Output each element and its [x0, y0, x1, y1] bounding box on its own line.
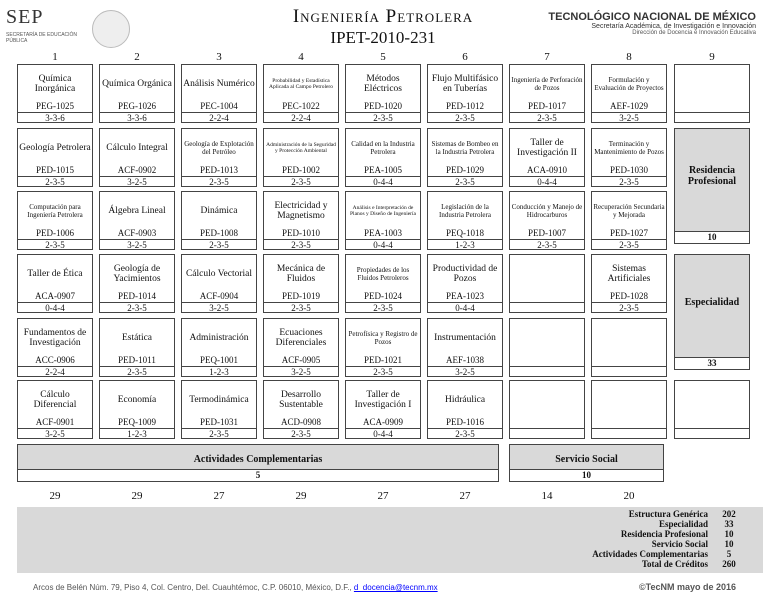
- course-code: PEA-1005: [364, 165, 402, 175]
- course-credits: 2-3-5: [510, 112, 584, 124]
- summary-label: Actividades Complementarias: [592, 549, 708, 559]
- course-credits: 2-3-5: [346, 302, 420, 314]
- course-code: PED-1007: [528, 228, 566, 238]
- semester-number: 1: [52, 51, 58, 63]
- course-name: Hidráulica: [444, 395, 486, 405]
- course-name: Geología de Yacimientos: [113, 264, 161, 284]
- course-code: AEF-1038: [446, 355, 484, 365]
- course-cell: [345, 191, 421, 250]
- summary-value: 5: [726, 549, 732, 559]
- course-code: PEG-1025: [36, 101, 74, 111]
- especialidad-box: [674, 254, 750, 370]
- course-cell: [509, 191, 585, 250]
- actividades-label: Actividades Complementarias: [193, 454, 323, 465]
- course-code: PEQ-1009: [118, 417, 156, 427]
- summary-value: 10: [724, 539, 734, 549]
- course-cell: [181, 254, 257, 313]
- course-credits: 2-3-5: [264, 176, 338, 188]
- column-total: 27: [459, 490, 471, 502]
- course-credits: 1-2-3: [100, 428, 174, 440]
- course-credits: 3-2-5: [264, 366, 338, 378]
- course-name: Métodos Eléctricos: [364, 74, 402, 94]
- course-code: ACF-0901: [35, 417, 75, 427]
- course-name: Geología Petrolera: [19, 143, 91, 153]
- course-cell: [263, 191, 339, 250]
- course-code: PED-1024: [364, 291, 402, 301]
- course-code: PED-1021: [364, 355, 402, 365]
- course-cell: [17, 64, 93, 123]
- column-total: 27: [377, 490, 389, 502]
- empty-cell: [509, 380, 585, 439]
- course-code: ACF-0902: [117, 165, 157, 175]
- course-name: Cálculo Diferencial: [33, 390, 77, 410]
- course-code: PEG-1026: [118, 101, 156, 111]
- course-name: Sistemas de Bombeo en la Industria Petrolera: [431, 140, 499, 156]
- course-credits: 0-4-4: [346, 239, 420, 251]
- course-code: PEC-1022: [282, 101, 320, 111]
- course-name: Fundamentos de Investigación: [23, 328, 87, 348]
- course-cell: [181, 64, 257, 123]
- course-code: PED-1014: [118, 291, 156, 301]
- course-credits: 2-3-5: [100, 302, 174, 314]
- semester-number: 2: [134, 51, 140, 63]
- course-name: Desarrollo Sustentable: [279, 390, 323, 410]
- course-code: PED-1012: [446, 101, 484, 111]
- course-name: Álgebra Lineal: [108, 206, 166, 216]
- course-credits: 2-2-4: [18, 366, 92, 378]
- column-total: 14: [541, 490, 553, 502]
- course-credits: 3-2-5: [428, 366, 502, 378]
- course-credits: 0-4-4: [18, 302, 92, 314]
- email-link[interactable]: d_docencia@tecnm.mx: [353, 583, 438, 592]
- course-name: Formulación y Evaluación de Proyectos: [594, 76, 664, 92]
- course-name: Petrofísica y Registro de Pozos: [348, 330, 418, 346]
- column-total: 29: [295, 490, 307, 502]
- residencia-credits: 10: [675, 231, 749, 243]
- course-cell: [181, 318, 257, 377]
- program-title: Ingeniería Petrolera: [292, 6, 474, 27]
- course-cell: [509, 128, 585, 187]
- course-credits: 2-3-5: [264, 302, 338, 314]
- course-cell: [99, 64, 175, 123]
- course-name: Computación para Ingeniería Petrolera: [27, 203, 83, 219]
- course-code: PED-1030: [610, 165, 648, 175]
- course-cell: [17, 318, 93, 377]
- summary-label: Total de Créditos: [641, 559, 708, 569]
- course-code: ACA-0907: [35, 291, 75, 301]
- course-credits: 2-3-5: [428, 112, 502, 124]
- course-cell: [17, 254, 93, 313]
- course-cell: [263, 128, 339, 187]
- course-cell: [345, 64, 421, 123]
- empty-cell: [674, 64, 750, 123]
- course-code: PED-1019: [282, 291, 320, 301]
- course-cell: [427, 64, 503, 123]
- credits-summary: [17, 507, 763, 573]
- course-credits: 0-4-4: [510, 176, 584, 188]
- summary-label: Servicio Social: [651, 539, 708, 549]
- column-total: 20: [623, 490, 635, 502]
- course-cell: [509, 64, 585, 123]
- actividades-credits: 5: [18, 469, 498, 481]
- course-credits: 3-2-5: [100, 239, 174, 251]
- course-credits: 2-3-5: [592, 176, 666, 188]
- course-credits: 0-4-4: [346, 176, 420, 188]
- course-credits: 2-3-5: [182, 176, 256, 188]
- course-cell: [99, 254, 175, 313]
- course-credits: 3-2-5: [100, 176, 174, 188]
- course-code: ACF-0905: [281, 355, 321, 365]
- empty-credits: [510, 366, 584, 378]
- course-code: PEQ-1001: [200, 355, 238, 365]
- empty-credits: [592, 366, 666, 378]
- course-credits: 3-2-5: [18, 428, 92, 440]
- tecnm-subtitle-1: Secretaría Académica, de Investigación e Innovación: [591, 23, 756, 30]
- summary-value: 260: [722, 559, 736, 569]
- course-code: PED-1029: [446, 165, 484, 175]
- course-name: Análisis Numérico: [183, 79, 255, 89]
- course-credits: 2-3-5: [182, 428, 256, 440]
- empty-credits: [675, 112, 749, 124]
- course-credits: 2-2-4: [182, 112, 256, 124]
- empty-cell: [674, 380, 750, 439]
- course-cell: [427, 128, 503, 187]
- course-code: PEA-1003: [364, 228, 402, 238]
- course-name: Flujo Multifásico en Tuberías: [431, 74, 499, 94]
- course-cell: [591, 128, 667, 187]
- course-name: Química Inorgánica: [34, 74, 76, 94]
- tecnm-header: [548, 11, 756, 36]
- empty-cell: [591, 380, 667, 439]
- course-code: ACD-0908: [281, 417, 321, 427]
- course-code: PED-1013: [200, 165, 238, 175]
- course-name: Administración de la Seguridad y Protección Ambiental: [266, 141, 336, 154]
- empty-credits: [592, 428, 666, 440]
- course-credits: 2-3-5: [510, 239, 584, 251]
- course-credits: 3-2-5: [592, 112, 666, 124]
- course-credits: 2-3-5: [346, 112, 420, 124]
- course-cell: [99, 380, 175, 439]
- especialidad-label: Especialidad: [684, 297, 740, 308]
- empty-credits: [510, 302, 584, 314]
- course-code: PED-1010: [282, 228, 320, 238]
- course-name: Calidad en la Industria Petrolera: [351, 140, 415, 156]
- course-code: PED-1002: [282, 165, 320, 175]
- course-code: PED-1016: [446, 417, 484, 427]
- course-code: ACA-0910: [527, 165, 567, 175]
- course-cell: [17, 191, 93, 250]
- course-credits: 1-2-3: [428, 239, 502, 251]
- course-name: Dinámica: [200, 206, 238, 216]
- sep-logo: SEP: [6, 6, 44, 28]
- footer-address: [33, 583, 438, 592]
- course-credits: 2-3-5: [182, 239, 256, 251]
- course-cell: [263, 64, 339, 123]
- residencia-box: [674, 128, 750, 244]
- summary-label: Residencia Profesional: [620, 529, 708, 539]
- course-code: PEQ-1018: [446, 228, 484, 238]
- course-code: PED-1028: [610, 291, 648, 301]
- course-name: Cálculo Integral: [106, 143, 168, 153]
- course-cell: [591, 254, 667, 313]
- course-cell: [17, 128, 93, 187]
- empty-credits: [510, 428, 584, 440]
- course-code: ACF-0904: [199, 291, 239, 301]
- course-name: Mecánica de Fluidos: [276, 264, 326, 284]
- course-cell: [427, 318, 503, 377]
- course-cell: [591, 64, 667, 123]
- semester-number: 9: [709, 51, 715, 63]
- course-cell: [427, 191, 503, 250]
- course-cell: [427, 380, 503, 439]
- sep-subtitle: SECRETARÍA DE EDUCACIÓN PÚBLICA: [6, 32, 78, 44]
- course-credits: 0-4-4: [346, 428, 420, 440]
- course-name: Probabilidad y Estadística Aplicada al Campo Petrolero: [269, 77, 333, 90]
- course-credits: 2-2-4: [264, 112, 338, 124]
- course-code: PED-1017: [528, 101, 566, 111]
- summary-label: Especialidad: [658, 519, 708, 529]
- course-cell: [345, 318, 421, 377]
- course-name: Sistemas Artificiales: [607, 264, 651, 284]
- course-code: AEF-1029: [610, 101, 648, 111]
- course-name: Análisis e Interpretación de Planos y Diseño de Ingeniería: [350, 204, 416, 217]
- course-cell: [263, 380, 339, 439]
- summary-value: 10: [724, 529, 734, 539]
- residencia-label: Residencia Profesional: [687, 165, 737, 187]
- empty-cell: [509, 254, 585, 313]
- course-code: PED-1006: [36, 228, 74, 238]
- course-name: Electricidad y Magnetismo: [274, 201, 328, 221]
- program-code: IPET-2010-231: [330, 28, 436, 47]
- course-name: Economía: [117, 395, 157, 405]
- course-credits: 2-3-5: [264, 428, 338, 440]
- course-code: PED-1031: [200, 417, 238, 427]
- course-cell: [345, 380, 421, 439]
- course-code: ACF-0903: [117, 228, 157, 238]
- servicio-label: Servicio Social: [555, 454, 618, 465]
- course-name: Ecuaciones Diferenciales: [275, 328, 327, 348]
- column-total: 27: [213, 490, 225, 502]
- course-credits: 0-4-4: [428, 302, 502, 314]
- tecnm-subtitle-2: Dirección de Docencia e Innovación Educativa: [632, 30, 756, 36]
- course-code: PED-1015: [36, 165, 74, 175]
- especialidad-credits: 33: [675, 357, 749, 369]
- course-cell: [99, 128, 175, 187]
- semester-number: 8: [626, 51, 632, 63]
- course-code: PED-1008: [200, 228, 238, 238]
- course-cell: [17, 380, 93, 439]
- course-name: Termodinámica: [189, 395, 249, 405]
- course-name: Ingeniería de Perforación de Pozos: [511, 76, 583, 92]
- course-credits: 1-2-3: [182, 366, 256, 378]
- course-name: Geología de Explotación del Petróleo: [184, 140, 254, 156]
- course-credits: 2-3-5: [346, 366, 420, 378]
- course-cell: [181, 191, 257, 250]
- course-credits: 2-3-5: [592, 302, 666, 314]
- summary-value: 202: [722, 509, 736, 519]
- course-cell: [263, 254, 339, 313]
- course-name: Legislación de la Industria Petrolera: [439, 203, 491, 219]
- course-name: Conducción y Manejo de Hidrocarburos: [511, 203, 583, 219]
- empty-cell: [591, 318, 667, 377]
- course-name: Cálculo Vectorial: [185, 269, 253, 279]
- summary-label: Estructura Genérica: [628, 509, 708, 519]
- empty-credits: [675, 428, 749, 440]
- course-credits: 2-3-5: [18, 239, 92, 251]
- semester-number: 4: [298, 51, 304, 63]
- semester-number: 3: [216, 51, 222, 63]
- course-credits: 3-2-5: [182, 302, 256, 314]
- course-credits: 2-3-5: [428, 176, 502, 188]
- course-name: Terminación y Mantenimiento de Pozos: [594, 140, 664, 156]
- course-name: Taller de Investigación I: [354, 390, 412, 410]
- course-code: ACA-0909: [363, 417, 403, 427]
- course-name: Química Orgánica: [102, 79, 172, 89]
- column-total: 29: [131, 490, 143, 502]
- semester-number: 7: [544, 51, 550, 63]
- course-credits: 3-3-6: [18, 112, 92, 124]
- copyright: ©TecNM mayo de 2016: [638, 582, 736, 592]
- course-credits: 2-3-5: [428, 428, 502, 440]
- course-credits: 2-3-5: [18, 176, 92, 188]
- course-cell: [591, 191, 667, 250]
- course-code: PED-1020: [364, 101, 402, 111]
- address-text: Arcos de Belén Núm. 79, Piso 4, Col. Centro, Del. Cuauhtémoc, C.P. 06010, México, D.F.,: [33, 583, 352, 592]
- course-cell: [99, 318, 175, 377]
- course-code: ACC-0906: [35, 355, 75, 365]
- course-name: Taller de Ética: [27, 269, 83, 279]
- course-cell: [99, 191, 175, 250]
- course-cell: [427, 254, 503, 313]
- course-credits: 2-3-5: [264, 239, 338, 251]
- course-code: PED-1011: [118, 355, 156, 365]
- course-credits: 2-3-5: [100, 366, 174, 378]
- course-name: Taller de Investigación II: [517, 138, 577, 158]
- course-name: Productividad de Pozos: [432, 264, 498, 284]
- course-name: Administración: [189, 333, 249, 343]
- course-name: Recuperación Secundaria y Mejorada: [593, 203, 665, 219]
- course-cell: [345, 254, 421, 313]
- course-credits: 2-3-5: [592, 239, 666, 251]
- semester-number: 6: [462, 51, 468, 63]
- empty-cell: [509, 318, 585, 377]
- course-code: PED-1027: [610, 228, 648, 238]
- course-cell: [181, 128, 257, 187]
- tecnm-title: TECNOLÓGICO NACIONAL DE MÉXICO: [548, 11, 756, 23]
- course-code: PEA-1023: [446, 291, 484, 301]
- servicio-credits: 10: [510, 469, 663, 481]
- course-cell: [345, 128, 421, 187]
- course-credits: 3-3-6: [100, 112, 174, 124]
- course-cell: [181, 380, 257, 439]
- course-cell: [263, 318, 339, 377]
- column-total: 29: [49, 490, 61, 502]
- course-name: Instrumentación: [434, 333, 496, 343]
- actividades-box: [17, 444, 499, 482]
- course-name: Propiedades de los Fluidos Petroleros: [356, 266, 410, 282]
- summary-value: 33: [724, 519, 734, 529]
- servicio-box: [509, 444, 664, 482]
- course-code: PEC-1004: [200, 101, 238, 111]
- course-name: Estática: [121, 333, 153, 343]
- semester-number: 5: [380, 51, 386, 63]
